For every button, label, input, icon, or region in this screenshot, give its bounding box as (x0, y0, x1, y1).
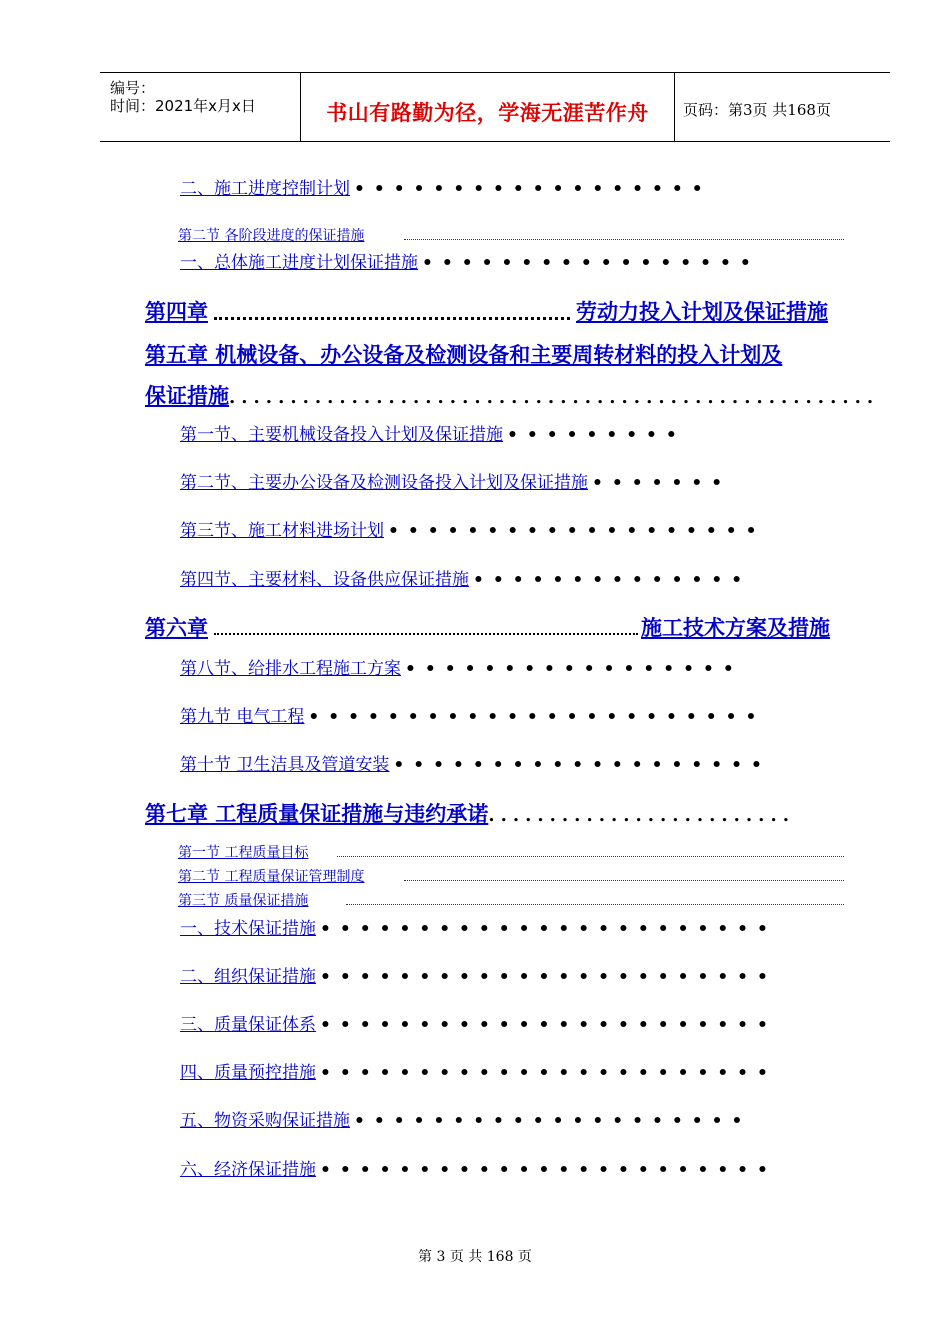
leader-dotted-line (346, 903, 844, 905)
header-page-info: 页码：第3页 共168页 (683, 101, 831, 119)
leader-dots: ••••••••••••••••• (422, 253, 760, 273)
toc-chapter[interactable] (145, 339, 782, 369)
leader-dots: ••••••••••••••••••••••• (320, 1015, 777, 1035)
toc-link[interactable]: 施工技术方案及措施 (641, 615, 830, 640)
toc-chapter[interactable] (145, 296, 208, 326)
leader-dots: ••••••••••••••••••••••• (320, 919, 777, 939)
toc-link[interactable]: 第二节 工程质量保证管理制度 (178, 869, 365, 885)
leader-dots: •••••••••••••• (473, 570, 752, 590)
toc-link[interactable]: 第八节、给排水工程施工方案 (180, 659, 401, 679)
toc-link[interactable]: 第四节、主要材料、设备供应保证措施 (180, 570, 469, 590)
doc-date-label: 时间：2021年x月x日 (110, 97, 256, 115)
leader-dots: ••••••••••••••••••••••• (308, 707, 766, 727)
toc-link[interactable]: 二、施工进度控制计划 (180, 179, 350, 199)
page-footer: 第 3 页 共 168 页 (418, 1249, 532, 1265)
toc-link[interactable]: 五、物资采购保证措施 (180, 1111, 350, 1131)
toc-chapter-title[interactable] (641, 612, 830, 642)
leader-dots: ••••••••• (507, 425, 686, 445)
toc-link[interactable]: 一、总体施工进度计划保证措施 (180, 253, 418, 273)
toc-entry[interactable] (178, 890, 308, 910)
toc-entry[interactable] (180, 1010, 777, 1035)
toc-entry[interactable] (178, 225, 364, 245)
leader-dotted-line (404, 238, 844, 240)
toc-chapter[interactable] (145, 380, 879, 410)
header-page-cell (675, 73, 890, 141)
toc-link[interactable]: 二、组织保证措施 (180, 967, 316, 987)
leader-dotted-line (404, 879, 844, 881)
leader-dots: ......................... (488, 805, 795, 826)
toc-link[interactable]: 第一节、主要机械设备投入计划及保证措施 (180, 425, 503, 445)
leader-dots: ••••••••••••••••••• (388, 521, 766, 541)
toc-link[interactable]: 保证措施 (145, 383, 229, 408)
toc-link[interactable]: 第一节 工程质量目标 (178, 845, 309, 861)
toc-chapter-number[interactable]: 第六章 (145, 615, 208, 640)
toc-entry[interactable] (180, 914, 777, 939)
toc-link[interactable]: 第三节、施工材料进场计划 (180, 521, 384, 541)
toc-link[interactable]: 第五章 机械设备、办公设备及检测设备和主要周转材料的投入计划及 (145, 342, 783, 367)
leader-dots: ••••••••••••••••••••••• (320, 967, 777, 987)
leader-dots: ••••••••••••••••••••••• (320, 1063, 777, 1083)
toc-entry[interactable] (180, 420, 686, 445)
toc-entry[interactable] (180, 1106, 751, 1131)
toc-entry[interactable] (178, 866, 364, 886)
header-motto-cell (301, 73, 675, 141)
toc-entry[interactable] (180, 750, 771, 775)
toc-chapter[interactable] (145, 612, 208, 642)
toc-link[interactable]: 第十节 卫生洁具及管道安装 (180, 755, 390, 775)
toc-entry[interactable] (180, 1155, 777, 1180)
toc-link[interactable]: 四、质量预控措施 (180, 1063, 316, 1083)
toc-chapter-title[interactable] (576, 296, 828, 326)
doc-number-label: 编号： (110, 79, 156, 97)
toc-entry[interactable] (178, 842, 308, 862)
leader-dots: ••••••••••••••••••••••• (320, 1160, 777, 1180)
leader-dots: •••••••••••••••••••• (354, 1111, 752, 1131)
toc-entry[interactable] (180, 1058, 777, 1083)
toc-chapter[interactable] (145, 798, 795, 828)
toc-link[interactable]: 一、技术保证措施 (180, 919, 316, 939)
leader-dots: •••••••••••••••••• (354, 179, 712, 199)
toc-link[interactable]: 第三节 质量保证措施 (178, 893, 309, 909)
leader-dots: ••••••• (592, 473, 732, 493)
header-motto: 书山有路勤为径，学海无涯苦作舟 (326, 100, 649, 125)
toc-link[interactable]: 第九节 电气工程 (180, 707, 305, 727)
toc-entry[interactable] (180, 962, 777, 987)
toc-link[interactable]: 劳动力投入计划及保证措施 (576, 299, 828, 324)
toc-link[interactable]: 三、质量保证体系 (180, 1015, 316, 1035)
toc-link[interactable]: 第七章 工程质量保证措施与违约承诺 (145, 801, 489, 826)
header-meta-cell (100, 73, 301, 141)
toc-link[interactable]: 六、经济保证措施 (180, 1160, 316, 1180)
toc-entry[interactable] (180, 565, 751, 590)
toc-link[interactable]: 第二节、主要办公设备及检测设备投入计划及保证措施 (180, 473, 588, 493)
toc-chapter-number[interactable]: 第四章 (145, 299, 208, 324)
toc-entry[interactable] (180, 516, 765, 541)
toc-link[interactable]: 第二节 各阶段进度的保证措施 (178, 228, 365, 244)
leader-dotted-line (214, 316, 570, 320)
toc-entry[interactable] (180, 468, 731, 493)
toc-entry[interactable] (180, 654, 743, 679)
leader-dotted-line (337, 855, 844, 857)
toc-entry[interactable] (180, 248, 760, 273)
leader-dots: ..................................................... (229, 387, 880, 408)
page-header (100, 72, 890, 142)
leader-dotted-line (214, 632, 638, 635)
leader-dots: ••••••••••••••••••• (393, 755, 771, 775)
toc-entry[interactable] (180, 174, 712, 199)
toc-entry[interactable] (180, 702, 765, 727)
leader-dots: ••••••••••••••••• (405, 659, 743, 679)
